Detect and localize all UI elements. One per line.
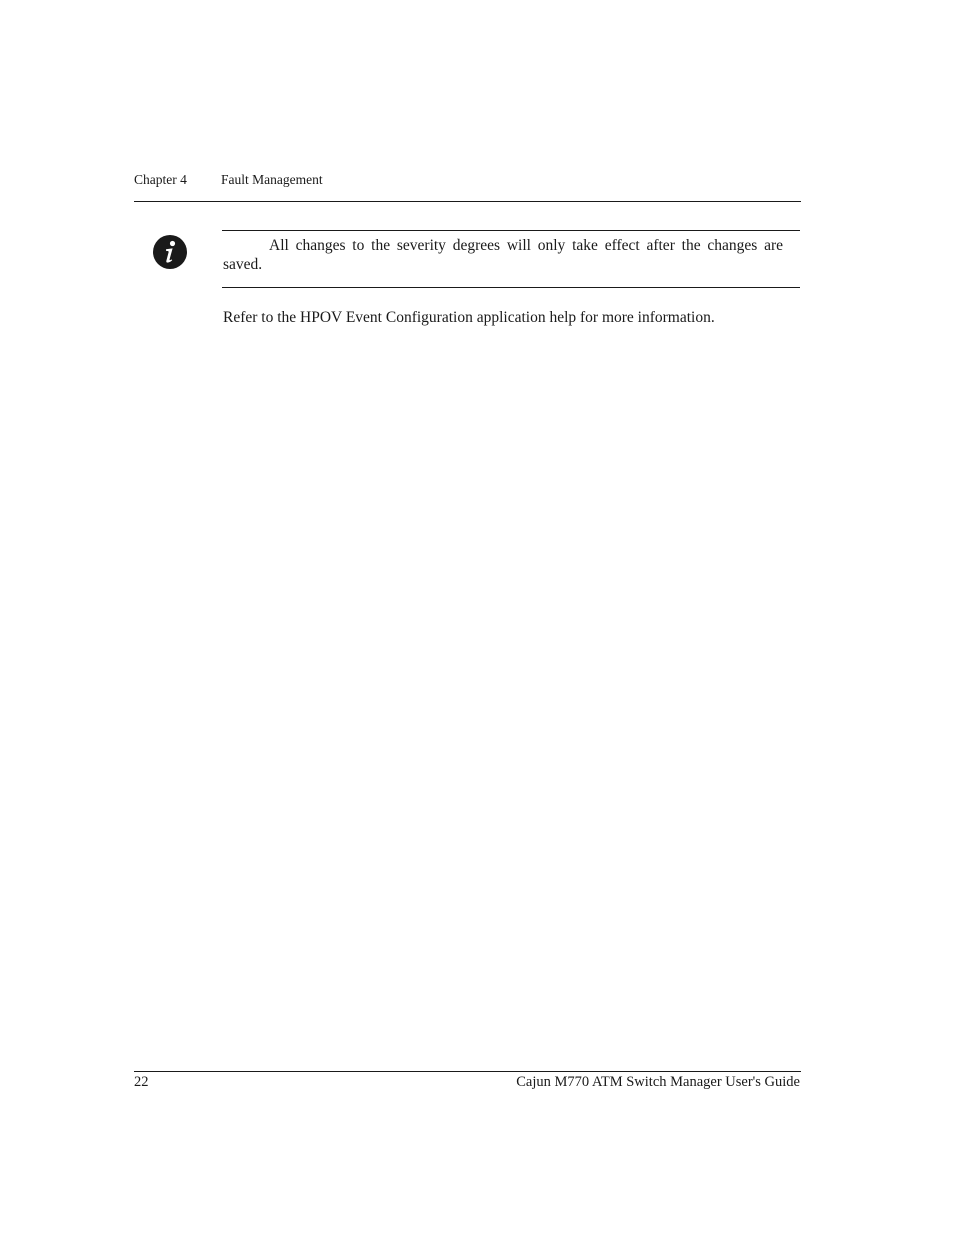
info-icon xyxy=(153,235,187,269)
note-text: All changes to the severity degrees will only take effect after the changes are saved. xyxy=(223,237,783,273)
running-header xyxy=(134,171,801,189)
book-title: Cajun M770 ATM Switch Manager User's Guide xyxy=(516,1074,800,1090)
page-number: 22 xyxy=(134,1074,149,1090)
note-bottom-rule xyxy=(222,287,800,288)
header-divider xyxy=(134,201,801,202)
note-top-rule xyxy=(222,230,800,231)
chapter-label: Chapter 4 xyxy=(134,172,187,187)
body-paragraph: Refer to the HPOV Event Configuration application help for more information. xyxy=(223,309,715,326)
footer-divider xyxy=(134,1071,801,1072)
section-title: Fault Management xyxy=(221,172,323,187)
